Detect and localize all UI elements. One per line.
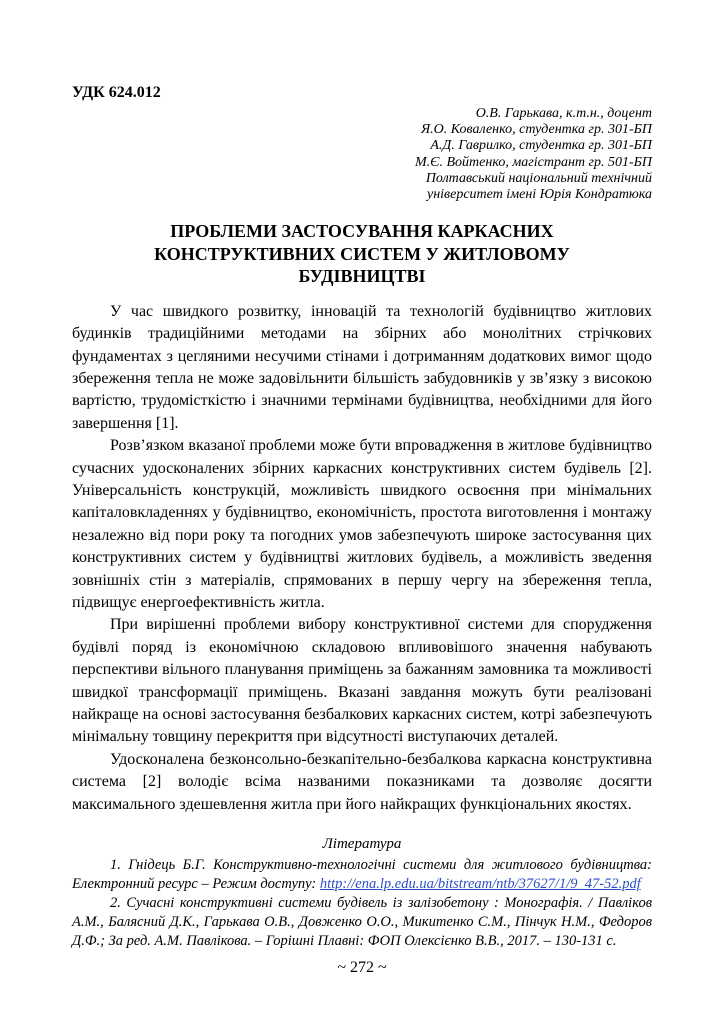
literature-entries (72, 856, 652, 951)
author-line: О.В. Гарькава, к.т.н., доцент (475, 106, 652, 121)
literature-entry (72, 856, 652, 894)
article-body (72, 301, 652, 816)
affiliation-line: університет імені Юрія Кондратюка (427, 187, 652, 203)
author-line: М.Є. Войтенко, магістрант гр. 501-БП (414, 154, 652, 170)
author-line: Я.О. Коваленко, студентка гр. 301-БП (420, 122, 652, 138)
body-paragraph: У час швидкого розвитку, інновацій та технологій будівництво житлових будинків традиційними методами на збірних або монолітних стрічкових фундаментах з цегляними несучими стінами і дотриманням додаткових вимог щодо збереження тепла не може задовільнити більшість забудовників у зв’язку з високою вартістю, трудомісткістю і значними термінами будівництва, необхідними для його завершення [1]. (72, 302, 652, 432)
literature-entry-text: 1. Гнідець Б.Г. Конструктивно-технологічні системи для житлового будівництва: Електронний ресурс – Режим доступу: (72, 857, 652, 893)
body-paragraph: При вирішенні проблеми вибору конструктивної системи для спорудження будівлі поряд із економічною складовою впливовішого значення набувають перспективи вільного планування приміщень за бажанням замовника та можливості швидкої трансформації приміщень. Вказані завдання можуть бути реалізовані найкраще на основі застосування безбалкових каркасних систем, котрі забезпечують мінімальну товщину перекриття при відсутності виступаючих деталей. (72, 616, 652, 746)
body-paragraph: Удосконалена безконсольно-безкапітельно-безбалкова каркасна конструктивна система [2] володіє всіма названими показниками та дозволяє досягти максимального здешевлення житла при його найкращих функціональних якостях. (72, 750, 652, 813)
udc-code: УДК 624.012 (72, 84, 161, 101)
reference-url-link[interactable]: http://ena.lp.edu.ua/bitstream/ntb/37627/1/9_47-52.pdf (319, 876, 641, 893)
affiliation-line: Полтавський національний технічний (425, 170, 652, 186)
literature-entry: 2. Сучасні конструктивні системи будівель із залізобетону : Монографія. / Павліков А.М., Балясний Д.К., Гарькава О.В., Довженко О.О., Микитенко С.М., Пінчук Н.М., Федоров Д.Ф.; За ред. А.М. Павлікова. – Горішні Плавні: ФОП Олексієнко В.В., 2017. – 130-131 с. (72, 895, 652, 950)
article-title: ПРОБЛЕМИ ЗАСТОСУВАННЯ КАРКАСНИХ КОНСТРУКТИВНИХ СИСТЕМ У ЖИТЛОВОМУ БУДІВНИЦТВІ (154, 221, 570, 287)
literature-section (72, 835, 652, 951)
literature-heading: Література (322, 836, 402, 853)
body-paragraph: Розв’язком вказаної проблеми може бути впровадження в житлове будівництво сучасних удосконалених збірних каркасних конструктивних систем будівель [2]. Універсальність конструкцій, можливість швидкого освоєння при мінімальних капіталовкладеннях у будівництво, економічність, простота виготовлення і монтажу незалежно від пори року та погодних умов забезпечують широке застосування цих конструктивних систем у будівництві житлових будівель, а можливість зведення зовнішніх стін з матеріалів, спрямованих в першу чергу на збереження тепла, підвищує енергоефективність житла. (72, 437, 652, 611)
page-number: ~ 272 ~ (337, 959, 387, 976)
author-block (72, 106, 652, 203)
author-line: А.Д. Гаврилко, студентка гр. 301-БП (430, 138, 652, 154)
